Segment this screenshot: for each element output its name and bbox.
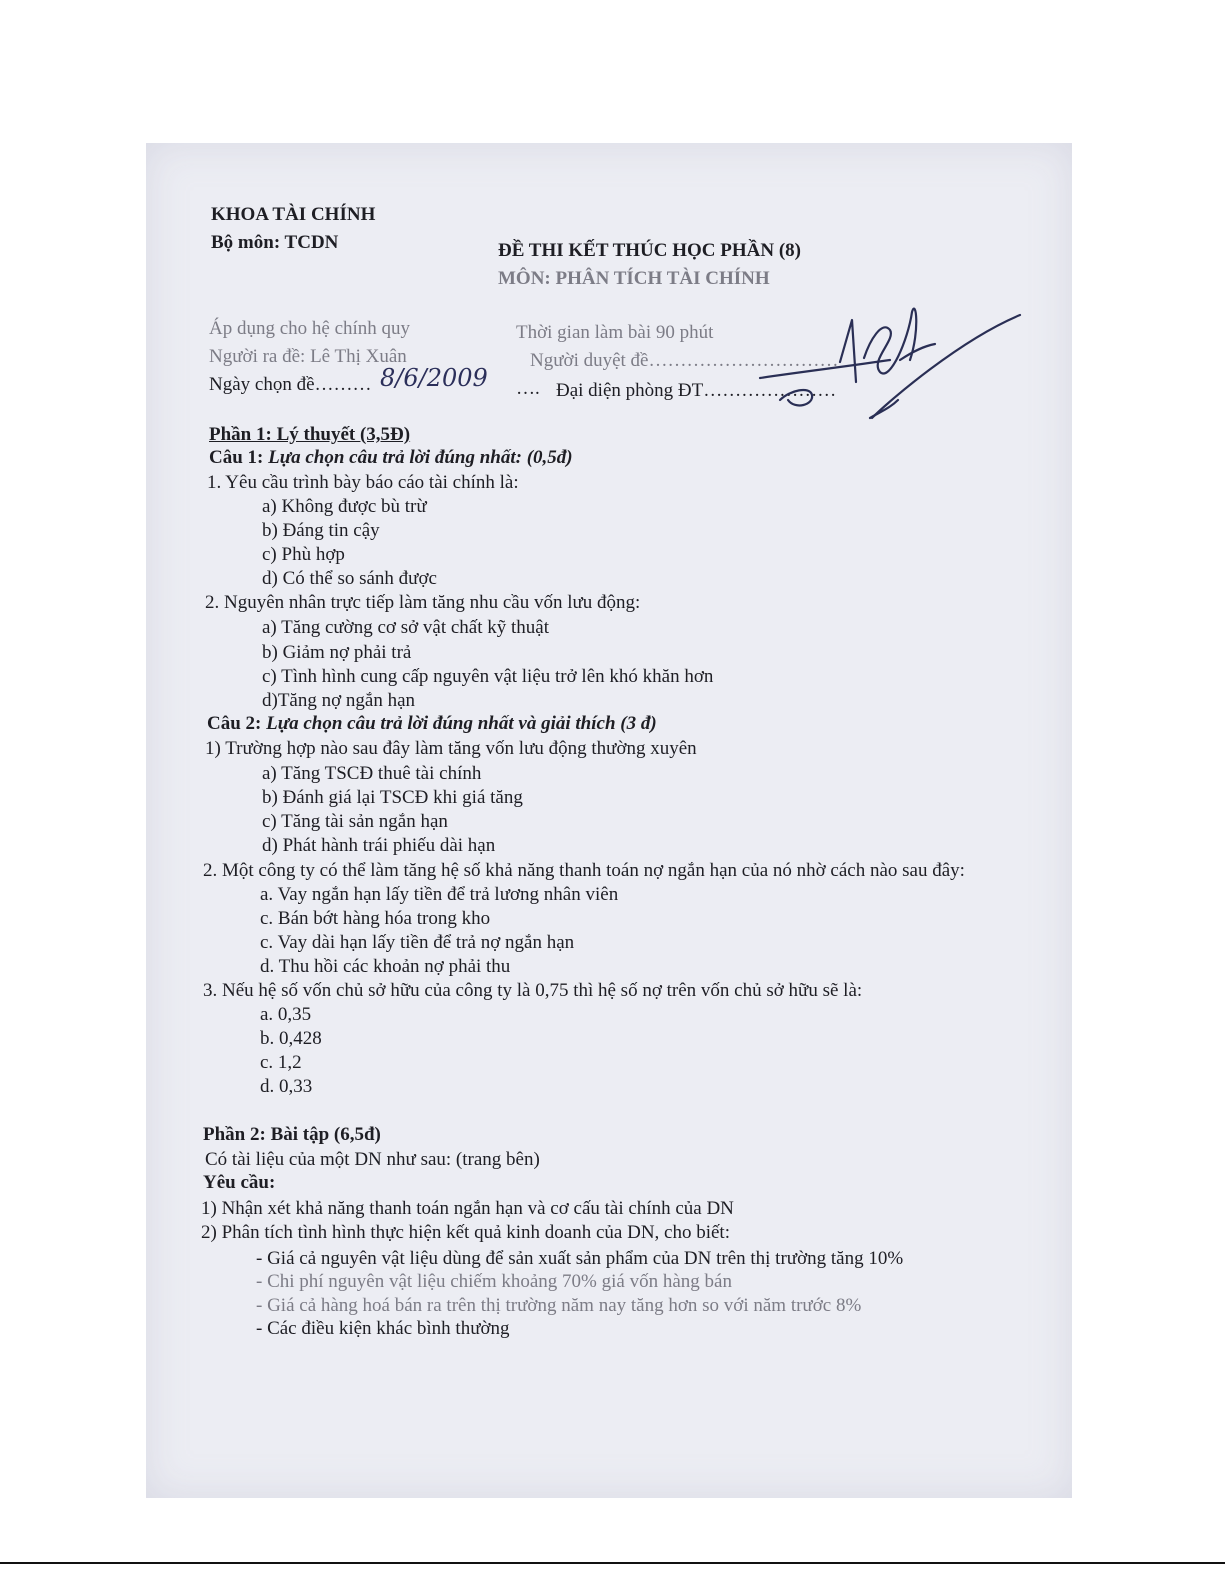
q2-item3-option-b: b. 0,428	[260, 1028, 322, 1049]
q1-item1-option-b: b) Đáng tin cậy	[262, 520, 380, 541]
q2-item1-option-a: a) Tăng TSCĐ thuê tài chính	[262, 763, 482, 784]
q1-item2-stem: 2. Nguyên nhân trực tiếp làm tăng nhu cầu vốn lưu động:	[205, 592, 641, 613]
requirements-label: Yêu cầu:	[203, 1172, 276, 1193]
q1-item1-stem: 1. Yêu cầu trình bày báo cáo tài chính là:	[207, 472, 519, 493]
approver-line: Người duyệt đề…………………………	[530, 350, 839, 371]
requirement-2: 2) Phân tích tình hình thực hiện kết quả kinh doanh của DN, cho biết:	[201, 1222, 730, 1243]
requirement-bullet-3: - Giá cả hàng hoá bán ra trên thị trường năm nay tăng hơn so với năm trước 8%	[256, 1295, 862, 1316]
q1-item1-option-a: a) Không được bù trừ	[262, 496, 427, 517]
q1-item2-option-c: c) Tình hình cung cấp nguyên vật liệu trở lên khó khăn hơn	[262, 666, 714, 687]
part1-title: Phần 1: Lý thuyết (3,5Đ)	[209, 424, 411, 445]
apply-line: Áp dụng cho hệ chính quy	[209, 318, 411, 339]
date-label: Ngày chọn đề………	[209, 374, 372, 395]
handwritten-date: 8/6/2009	[380, 364, 488, 392]
office-line: Đại diện phòng ĐT…………………	[556, 380, 837, 401]
date-tail: ….	[516, 378, 540, 399]
q2-item3-stem: 3. Nếu hệ số vốn chủ sở hữu của công ty là 0,75 thì hệ số nợ trên vốn chủ sở hữu sẽ là:	[203, 980, 863, 1001]
part2-title: Phần 2: Bài tập (6,5đ)	[203, 1124, 381, 1145]
requirement-bullet-1: - Giá cả nguyên vật liệu dùng để sản xuất sản phẩm của DN trên thị trường tăng 10%	[256, 1248, 904, 1269]
q2-item1-option-c: c) Tăng tài sản ngắn hạn	[262, 811, 448, 832]
q2-item1-stem: 1) Trường hợp nào sau đây làm tăng vốn lưu động thường xuyên	[205, 738, 697, 759]
faculty-name: KHOA TÀI CHÍNH	[211, 204, 376, 225]
q1-item2-option-d: d)Tăng nợ ngắn hạn	[262, 690, 416, 711]
q2-item3-option-c: c. 1,2	[260, 1052, 302, 1073]
duration-line: Thời gian làm bài 90 phút	[516, 322, 714, 343]
exam-title: ĐỀ THI KẾT THÚC HỌC PHẦN (8)	[498, 240, 801, 261]
q1-item2-option-b: b) Giảm nợ phải trả	[262, 642, 412, 663]
question1-text: Lựa chọn câu trả lời đúng nhất: (0,5đ)	[268, 447, 573, 468]
q2-item1-option-d: d) Phát hành trái phiếu dài hạn	[262, 835, 496, 856]
requirement-bullet-2: - Chi phí nguyên vật liệu chiếm khoảng 70% giá vốn hàng bán	[256, 1271, 732, 1292]
q2-item3-option-a: a. 0,35	[260, 1004, 312, 1025]
q2-item3-option-d: d. 0,33	[260, 1076, 313, 1097]
q2-item2-option-c1: c. Bán bớt hàng hóa trong kho	[260, 908, 491, 929]
signature-icon	[740, 300, 1040, 430]
question2-heading	[207, 713, 657, 735]
subject-title: MÔN: PHÂN TÍCH TÀI CHÍNH	[498, 268, 770, 289]
q1-item2-option-a: a) Tăng cường cơ sở vật chất kỹ thuật	[262, 617, 550, 638]
q2-item1-option-b: b) Đánh giá lại TSCĐ khi giá tăng	[262, 787, 523, 808]
q2-item2-option-d: d. Thu hồi các khoản nợ phải thu	[260, 956, 511, 977]
question1-label: Câu 1:	[209, 447, 264, 468]
requirement-bullet-4: - Các điều kiện khác bình thường	[256, 1318, 510, 1339]
author-line: Người ra đề: Lê Thị Xuân	[209, 346, 407, 367]
q1-item1-option-d: d) Có thể so sánh được	[262, 568, 437, 589]
q2-item2-option-c2: c. Vay dài hạn lấy tiền để trả nợ ngắn hạn	[260, 932, 575, 953]
department-name: Bộ môn: TCDN	[211, 232, 339, 253]
requirement-1: 1) Nhận xét khả năng thanh toán ngắn hạn và cơ cấu tài chính của DN	[201, 1198, 734, 1219]
question2-text: Lựa chọn câu trả lời đúng nhất và giải thích (3 đ)	[266, 713, 657, 734]
q2-item2-option-a: a. Vay ngắn hạn lấy tiền để trả lương nhân viên	[260, 884, 619, 905]
q2-item2-stem: 2. Một công ty có thể làm tăng hệ số khả năng thanh toán nợ ngắn hạn của nó nhờ cách nào sau đây:	[203, 860, 965, 881]
page-bottom-rule	[0, 1562, 1225, 1564]
question1-heading	[209, 447, 573, 469]
part2-intro: Có tài liệu của một DN như sau: (trang bên)	[205, 1149, 540, 1170]
question2-label: Câu 2:	[207, 713, 262, 734]
q1-item1-option-c: c) Phù hợp	[262, 544, 345, 565]
